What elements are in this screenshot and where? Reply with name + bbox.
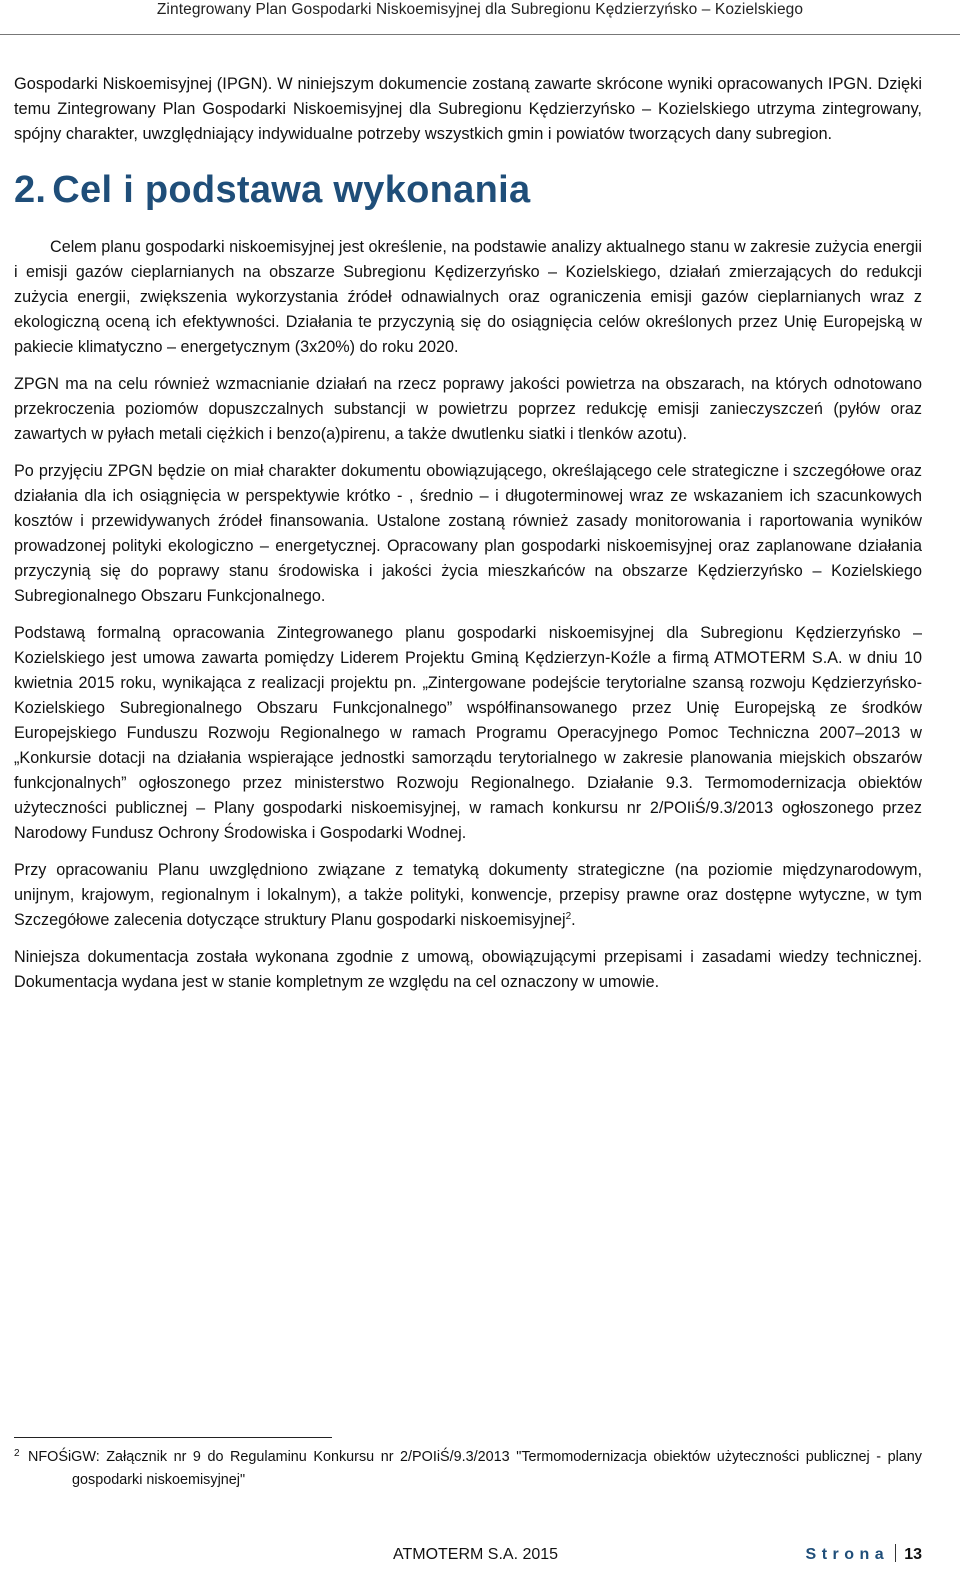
paragraph-documents-end: . — [571, 911, 576, 929]
footnote — [14, 1446, 922, 1492]
paragraph-formal-basis: Podstawą formalną opracowania Zintegrowanego planu gospodarki niskoemisyjnej dla Subregionu Kędzierzyńsko – Kozielskiego jest umowa zawarta pomiędzy Liderem Projektu Gminą Kędzierzyn-Koźle a firmą ATMOTERM S.A. w dniu 10 kwietnia 2015 roku, wynikająca z realizacji projektu pn. „Zintergowane podejście terytorialne szansą rozwoju Kędzierzyńsko-Kozielskiego Subregionalnego Obszaru Funkcjonalnego” współfinansowanego przez Unię Europejską ze środków Europejskiego Funduszu Rozwoju Regionalnego w ramach Programu Operacyjnego Pomoc Techniczna 2007–2013 w „Konkursie dotacji na działania wspierające jednostki samorządu terytorialnego w zakresie planowania miejskich obszarów funkcjonalnych” ogłoszonego przez ministerstwo Rozwoju Regionalnego. Działanie 9.3. Termomodernizacja obiektów użyteczności publicznej – Plany gospodarki niskoemisyjnej, w ramach konkursu nr 2/POIiŚ/9.3/2013 ogłoszonego przez Narodowy Fundusz Ochrony Środowiska i Gospodarki Wodnej. — [14, 624, 922, 842]
section-heading — [14, 165, 922, 215]
footer-company: ATMOTERM S.A. 2015 — [393, 1546, 559, 1563]
paragraph-adoption: Po przyjęciu ZPGN będzie on miał charakter dokumentu obowiązującego, określającego cele strategiczne i szczegółowe oraz działania dla ich osiągnięcia w perspektywie krótko - , średnio – i długoterminowej wraz ze wskazaniem ich szacunkowych kosztów i przewidywanych źródeł finansowania. Ustalone zostaną również zasady monitorowania i raportowania wyników prowadzonej polityki ekologiczno – energetycznej. Opracowany plan gospodarki niskoemisyjnej oraz zaplanowane działania przyczynią się do poprawy stanu środowiska i jakości życia mieszkańców na obszarze Kędzierzyńsko – Kozielskiego Subregionalnego Obszaru Funkcjonalnego. — [14, 462, 922, 605]
paragraph-air-quality: ZPGN ma na celu również wzmacnianie działań na rzecz poprawy jakości powietrza na obszarach, na których odnotowano przekroczenia poziomów dopuszczalnych substancji w powietrzu poprzez redukcję emisji zanieczyszczeń (pyłów oraz zawartych w pyłach metali ciężkich i benzo(a)pirenu, a także dwutlenku siatki i tlenków azotu). — [14, 375, 922, 443]
intro-paragraph: Gospodarki Niskoemisyjnej (IPGN). W niniejszym dokumencie zostaną zawarte skrócone wyniki opracowanych IPGN. Dzięki temu Zintegrowany Plan Gospodarki Niskoemisyjnej dla Subregionu Kędzierzyńsko – Kozielskiego utrzyma zintegrowany, spójny charakter, uwzględniający indywidualne potrzeby wszystkich gmin i powiatów tworzących dany subregion. — [14, 75, 922, 143]
paragraph-documents — [14, 858, 922, 933]
paragraph-documents-text: Przy opracowaniu Planu uwzględniono związane z tematyką dokumenty strategiczne (na poziomie międzynarodowym, unijnym, krajowym, regionalnym i lokalnym), a także polityki, konwencje, przepisy prawne oraz dostępne wytyczne, w tym Szczegółowe zalecenia dotyczące struktury Planu gospodarki niskoemisyjnej — [14, 861, 922, 929]
page-indicator — [806, 1543, 922, 1567]
paragraph-compliance: Niniejsza dokumentacja została wykonana zgodnie z umową, obowiązującymi przepisami i zasadami wiedzy technicznej. Dokumentacja wydana jest w stanie kompletnym ze względu na cel oznaczony w umowie. — [14, 948, 922, 991]
page-content — [14, 72, 922, 1007]
page-number: 13 — [904, 1546, 922, 1563]
running-header — [0, 0, 960, 35]
footnote-reference[interactable]: 2 — [565, 911, 572, 922]
footnote-mark: 2 — [14, 1448, 20, 1459]
section-title: Cel i podstawa wykonania — [52, 169, 531, 211]
document-title: Zintegrowany Plan Gospodarki Niskoemisyjnej dla Subregionu Kędzierzyńsko – Kozielskiego — [156, 1, 804, 18]
footnote-divider — [14, 1437, 332, 1438]
section-number: 2. — [14, 169, 47, 211]
footnote-text: NFOŚiGW: Załącznik nr 9 do Regulaminu Konkursu nr 2/POIiŚ/9.3/2013 "Termomodernizacja obiektów użyteczności publicznej - plany gospodarki niskoemisyjnej" — [28, 1449, 922, 1488]
page-footer — [0, 1543, 960, 1569]
page-separator — [895, 1544, 896, 1562]
page-label: Strona — [805, 1546, 890, 1563]
paragraph-goal: Celem planu gospodarki niskoemisyjnej jest określenie, na podstawie analizy aktualnego stanu w zakresie zużycia energii i emisji gazów cieplarnianych na obszarze Subregionu Kędizerzyńsko – Kozielskiego, działań zmierzających do redukcji zużycia energii, zwiększenia wykorzystania źródeł odnawialnych oraz ograniczenia emisji gazów cieplarnianych wraz z ekologiczną oceną ich efektywności. Działania te przyczynią się do osiągnięcia celów określonych przez Unię Europejską w pakiecie klimatyczno – energetycznym (3x20%) do roku 2020. — [14, 238, 922, 356]
